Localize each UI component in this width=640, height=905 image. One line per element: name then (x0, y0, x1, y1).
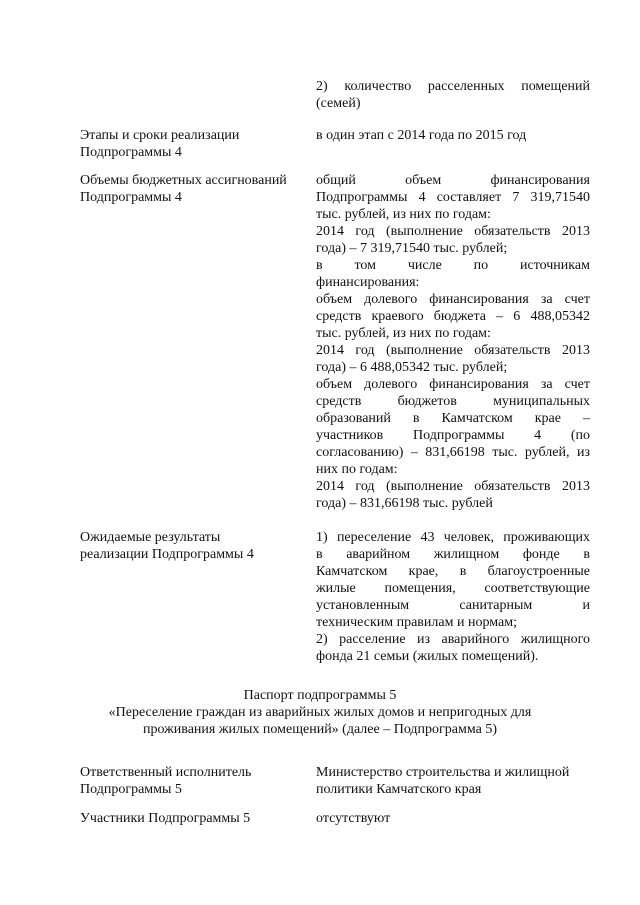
value-line: (семей) (316, 96, 361, 111)
word: объем (405, 173, 442, 188)
word: в (316, 258, 323, 273)
label-line: Участники Подпрограммы 5 (80, 811, 251, 826)
label-line: Подпрограммы 4 (80, 145, 182, 160)
value-line: тыс. рублей, из них по годам: (316, 207, 491, 222)
word: санитарным (459, 598, 533, 613)
word: аварийном (346, 547, 411, 562)
label-line: Подпрограммы 5 (80, 782, 182, 797)
word: 319,71540 (530, 190, 590, 205)
word: краевого (371, 309, 424, 324)
value-line: в один этап с 2014 года по 2015 год (316, 128, 527, 143)
word: в (583, 547, 590, 562)
word: благоустроенные (487, 564, 590, 579)
value-line: финансирования: (316, 275, 420, 290)
word: долевого (364, 292, 418, 307)
word: соответствующие (484, 581, 590, 596)
word: – (410, 445, 418, 460)
word: (выполнение (385, 343, 463, 358)
word: составляет (436, 190, 502, 205)
word: источникам (519, 258, 590, 273)
row-value (316, 529, 590, 665)
word: финансирования (490, 173, 590, 188)
word: по (473, 258, 489, 273)
value-line (316, 223, 590, 240)
word: жилищного (520, 632, 590, 647)
word: в (316, 547, 323, 562)
word: 4 (418, 190, 426, 205)
word: 4 (534, 428, 542, 443)
value-line (316, 78, 590, 95)
word: крае, (408, 564, 439, 579)
word: 831,66198 (425, 445, 485, 460)
value-line (316, 427, 590, 444)
word: бюджета (433, 309, 486, 324)
word: в (459, 564, 467, 579)
label-line: Ожидаемые результаты (80, 530, 221, 545)
word: 43 (420, 530, 435, 545)
label-line: реализации Подпрограммы 4 (80, 547, 254, 562)
value-line (316, 308, 590, 325)
word: аварийного (441, 632, 510, 647)
word: установленным (316, 598, 410, 613)
label-line: Подпрограммы 4 (80, 190, 182, 205)
word: счет (564, 292, 590, 307)
word: Подпрограммы (316, 190, 408, 205)
value-line: них по годам: (316, 462, 398, 477)
row-value (316, 172, 590, 512)
word: 1) (316, 530, 328, 545)
value-line (316, 546, 590, 563)
passport-subtitle-line: проживания жилых помещений» (далее – Подпрограмма 5) (142, 722, 497, 737)
word: за (540, 377, 553, 392)
word: финансирования (429, 377, 529, 392)
word: из (417, 632, 431, 647)
row-label (80, 810, 306, 827)
value-line (316, 597, 590, 614)
word: обязательств (474, 479, 551, 494)
value-line: фонда 21 семьи (жилых помещений). (316, 649, 539, 664)
word: – (582, 411, 590, 426)
word: за (540, 292, 553, 307)
value-line (316, 342, 590, 359)
row-value (316, 78, 590, 112)
passport-subtitle-line: «Переселение граждан из аварийных жилых домов и непригодных для (108, 705, 532, 720)
word: муниципальных (493, 394, 590, 409)
word: счет (564, 377, 590, 392)
value-line (316, 444, 590, 461)
word: переселение (336, 530, 412, 545)
word: общий (316, 173, 356, 188)
word: год (355, 224, 375, 239)
word: 2013 (561, 224, 590, 239)
word: из (576, 445, 590, 460)
value-line: года) – 831,66198 тыс. рублей (316, 496, 493, 511)
word: жилищном (433, 547, 500, 562)
word: фонде (522, 547, 560, 562)
word: 2014 (316, 479, 344, 494)
word: образований (316, 411, 391, 426)
word: обязательств (474, 343, 551, 358)
label-line: Ответственный исполнитель (80, 765, 252, 780)
row-label (80, 172, 306, 206)
word: согласованию) (316, 445, 404, 460)
word: помещения, (384, 581, 456, 596)
value-line (316, 563, 590, 580)
word: средств (316, 309, 362, 324)
value-line (316, 291, 590, 308)
row-label (80, 764, 306, 798)
label-line: Объемы бюджетных ассигнований (80, 173, 287, 188)
value-line (316, 376, 590, 393)
word: числе (407, 258, 442, 273)
word: человек, (443, 530, 495, 545)
word: 6 (513, 309, 521, 324)
value-line (316, 410, 590, 427)
word: том (354, 258, 376, 273)
word: (по (570, 428, 590, 443)
word: долевого (364, 377, 418, 392)
word: финансирования (429, 292, 529, 307)
word: (выполнение (385, 479, 463, 494)
word: расселенных (427, 79, 505, 94)
word: Камчатском (316, 564, 388, 579)
row-value (316, 810, 590, 827)
word: помещений (521, 79, 590, 94)
value-line: техническим правилам и нормам; (316, 615, 517, 630)
word: крае (534, 411, 561, 426)
row-label (80, 127, 306, 161)
value-line: отсутствуют (316, 811, 391, 826)
word: 2014 (316, 224, 344, 239)
word: обязательств (474, 224, 551, 239)
word: 2) (316, 79, 328, 94)
word: количество (344, 79, 412, 94)
word: в (412, 411, 420, 426)
value-line (316, 631, 590, 648)
word: участников (316, 428, 384, 443)
word: жилые (316, 581, 356, 596)
word: 2013 (561, 343, 590, 358)
word: год (355, 343, 375, 358)
label-line: Этапы и сроки реализации (80, 128, 240, 143)
word: Камчатском (441, 411, 513, 426)
value-line: политики Камчатского края (316, 782, 482, 797)
row-value (316, 127, 590, 144)
word: Подпрограммы (413, 428, 505, 443)
word: рублей, (524, 445, 570, 460)
value-line: тыс. рублей, из них по годам: (316, 326, 491, 341)
word: проживающих (503, 530, 590, 545)
value-line (316, 580, 590, 597)
word: объем (316, 292, 353, 307)
value-line (316, 257, 590, 274)
passport-heading (60, 687, 580, 738)
word: и (582, 598, 590, 613)
value-line: года) – 7 319,71540 тыс. рублей; (316, 241, 508, 256)
value-line: Министерство строительства и жилищной (316, 765, 570, 780)
value-line (316, 189, 590, 206)
word: 2014 (316, 343, 344, 358)
word: бюджетов (397, 394, 457, 409)
row-label (80, 529, 306, 563)
word: 488,05342 (530, 309, 590, 324)
value-line (316, 172, 590, 189)
word: средств (316, 394, 362, 409)
word: 7 (512, 190, 520, 205)
word: – (496, 309, 504, 324)
word: 2) (316, 632, 328, 647)
word: год (355, 479, 375, 494)
word: (выполнение (385, 224, 463, 239)
word: тыс. (492, 445, 518, 460)
row-value (316, 764, 590, 798)
word: расселение (339, 632, 406, 647)
value-line: года) – 6 488,05342 тыс. рублей; (316, 360, 508, 375)
value-line (316, 529, 590, 546)
word: объем (316, 377, 353, 392)
word: 2013 (561, 479, 590, 494)
value-line (316, 393, 590, 410)
value-line (316, 478, 590, 495)
passport-title: Паспорт подпрограммы 5 (243, 688, 397, 703)
